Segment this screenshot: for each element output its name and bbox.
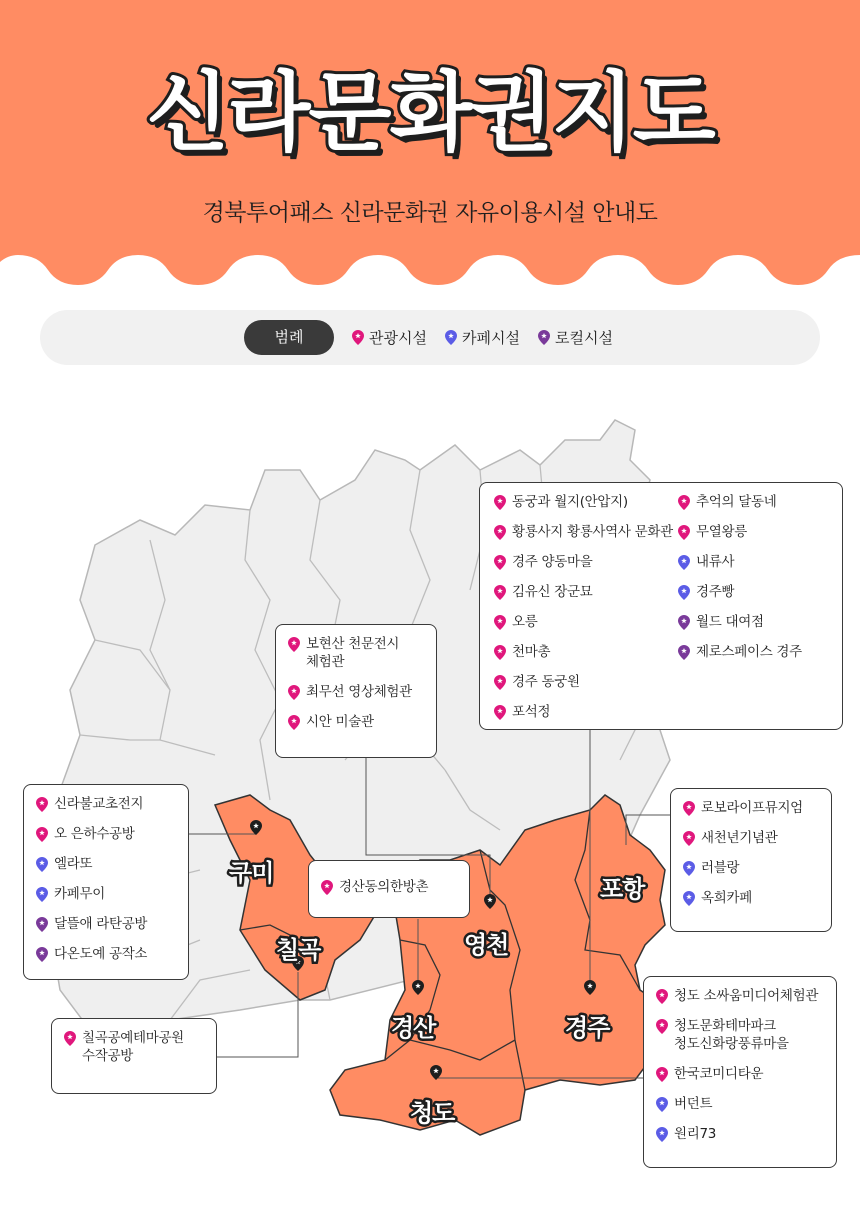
facility-item: [656, 1125, 824, 1143]
legend-item-label: 카페시설: [462, 329, 520, 347]
tour-pin-icon: [494, 645, 506, 660]
facility-label: 신라불교초전지: [54, 796, 144, 812]
facility-label: 로보라이프뮤지엄: [701, 800, 803, 816]
tour-pin-icon: [494, 615, 506, 630]
facility-item: [36, 945, 176, 963]
tour-pin-icon: [494, 555, 506, 570]
facility-item: [288, 683, 424, 701]
region-label-chilgok: 칠곡: [276, 936, 321, 964]
legend-item-tour: [352, 327, 427, 348]
legend-title: 범례: [244, 320, 334, 355]
cafe-pin-icon: [683, 891, 695, 906]
tour-pin-icon: [288, 637, 300, 652]
gyeongsan-facility-box: [308, 860, 470, 918]
facility-item: [36, 855, 176, 873]
facility-label: 카페무이: [54, 886, 105, 902]
facility-item: [494, 613, 673, 631]
facility-label: 다온도예 공작소: [54, 946, 148, 962]
tour-pin-icon: [494, 525, 506, 540]
tour-pin-icon: [494, 495, 506, 510]
facility-label: 보현산 천문전시 체험관: [306, 636, 400, 670]
cafe-pin-icon: [683, 861, 695, 876]
tour-pin-icon: [288, 685, 300, 700]
facility-item: [64, 1029, 204, 1065]
facility-item: [36, 915, 176, 933]
facility-label: 내류사: [696, 554, 735, 570]
tour-pin-icon: [683, 801, 695, 816]
cafe-pin-icon: [445, 330, 457, 345]
tour-pin-icon: [656, 1067, 668, 1082]
facility-label: 경주 동궁원: [512, 674, 580, 690]
facility-label: 옥희카페: [701, 890, 752, 906]
region-label-gumi: 구미: [229, 859, 274, 887]
facility-item: [36, 825, 176, 843]
facility-item: [656, 1095, 824, 1113]
cafe-pin-icon: [36, 887, 48, 902]
tour-pin-icon: [678, 495, 690, 510]
cafe-pin-icon: [656, 1127, 668, 1142]
facility-item: [321, 878, 457, 896]
facility-label: 오 은하수공방: [54, 826, 135, 842]
cafe-pin-icon: [678, 585, 690, 600]
facility-item: [288, 713, 424, 731]
facility-item: [494, 703, 673, 721]
facility-label: 청도문화테마파크 청도신화랑풍류마을: [674, 1018, 789, 1052]
local-pin-icon: [678, 615, 690, 630]
tour-pin-icon: [494, 675, 506, 690]
gumi-list: [36, 795, 176, 963]
cafe-pin-icon: [36, 857, 48, 872]
local-pin-icon: [36, 917, 48, 932]
gyeongsan-list: [321, 878, 457, 896]
facility-item: [678, 493, 802, 511]
tour-pin-icon: [352, 330, 364, 345]
facility-item: [288, 635, 424, 671]
facility-item: [683, 859, 819, 877]
legend-bar: [40, 310, 820, 365]
yeongcheon-facility-box: [275, 624, 437, 758]
local-pin-icon: [678, 645, 690, 660]
facility-label: 경산동의한방촌: [339, 879, 429, 895]
pohang-facility-box: [670, 788, 832, 932]
facility-label: 김유신 장군묘: [512, 584, 593, 600]
tour-pin-icon: [288, 715, 300, 730]
facility-label: 무열왕릉: [696, 524, 747, 540]
facility-label: 오릉: [512, 614, 538, 630]
facility-item: [494, 523, 673, 541]
facility-item: [36, 885, 176, 903]
facility-label: 추억의 달동네: [696, 494, 777, 510]
region-label-yeongcheon: 영천: [464, 931, 509, 959]
facility-label: 최무선 영상체험관: [306, 684, 412, 700]
local-pin-icon: [538, 330, 550, 345]
tour-pin-icon: [321, 880, 333, 895]
facility-item: [683, 889, 819, 907]
facility-item: [494, 643, 673, 661]
facility-label: 청도 소싸움미디어체험관: [674, 988, 819, 1004]
facility-item: [678, 523, 802, 541]
facility-label: 제로스페이스 경주: [696, 644, 802, 660]
tour-pin-icon: [64, 1031, 76, 1046]
tour-pin-icon: [36, 827, 48, 842]
facility-label: 달뜰애 라탄공방: [54, 916, 148, 932]
facility-label: 한국코미디타운: [674, 1066, 764, 1082]
legend-item-local: [538, 327, 613, 348]
facility-label: 새천년기념관: [701, 830, 778, 846]
facility-label: 시안 미술관: [306, 714, 374, 730]
tour-pin-icon: [683, 831, 695, 846]
page-subtitle: 경북투어패스 신라문화권 자유이용시설 안내도: [202, 200, 658, 226]
tour-pin-icon: [494, 585, 506, 600]
region-label-cheongdo: 청도: [410, 1099, 455, 1127]
cheongdo-list: [656, 987, 824, 1143]
facility-item: [494, 553, 673, 571]
gyeongju-facility-box: [479, 482, 843, 730]
facility-item: [678, 583, 802, 601]
chilgok-facility-box: [51, 1018, 217, 1094]
chilgok-list: [64, 1029, 204, 1065]
facility-item: [494, 493, 673, 511]
facility-item: [683, 829, 819, 847]
gumi-facility-box: [23, 784, 189, 980]
facility-item: [656, 1065, 824, 1083]
facility-item: [683, 799, 819, 817]
facility-item: [678, 613, 802, 631]
facility-item: [656, 987, 824, 1005]
legend-item-cafe: [445, 327, 520, 348]
facility-label: 포석정: [512, 704, 551, 720]
facility-label: 버던트: [674, 1096, 713, 1112]
tour-pin-icon: [36, 797, 48, 812]
tour-pin-icon: [494, 705, 506, 720]
facility-label: 천마총: [512, 644, 551, 660]
gyeongju-list-col1: [494, 493, 673, 721]
facility-label: 원리73: [674, 1126, 717, 1142]
cheongdo-facility-box: [643, 976, 837, 1168]
facility-item: [494, 583, 673, 601]
cafe-pin-icon: [656, 1097, 668, 1112]
tour-pin-icon: [678, 525, 690, 540]
header-banner: [0, 0, 860, 290]
legend-item-label: 로컬시설: [555, 329, 613, 347]
page-title: 신라문화권지도: [146, 63, 714, 163]
facility-item: [678, 643, 802, 661]
yeongcheon-list: [288, 635, 424, 731]
facility-label: 황룡사지 황룡사역사 문화관: [512, 524, 673, 540]
facility-label: 월드 대여점: [696, 614, 764, 630]
tour-pin-icon: [656, 989, 668, 1004]
facility-item: [36, 795, 176, 813]
gyeongju-list-col2: [678, 493, 802, 661]
facility-label: 경주빵: [696, 584, 735, 600]
region-label-pohang: 포항: [600, 875, 645, 903]
cafe-pin-icon: [678, 555, 690, 570]
tour-pin-icon: [656, 1019, 668, 1034]
region-label-gyeongju: 경주: [565, 1014, 610, 1042]
facility-label: 칠곡공예테마공원 수작공방: [82, 1030, 184, 1064]
facility-label: 러블랑: [701, 860, 740, 876]
region-label-gyeongsan: 경산: [391, 1014, 436, 1042]
pohang-list: [683, 799, 819, 907]
facility-item: [678, 553, 802, 571]
facility-item: [656, 1017, 824, 1053]
facility-item: [494, 673, 673, 691]
facility-label: 엘라또: [54, 856, 93, 872]
facility-label: 경주 양동마을: [512, 554, 593, 570]
legend-item-label: 관광시설: [369, 329, 427, 347]
facility-label: 동궁과 월지(안압지): [512, 494, 628, 510]
local-pin-icon: [36, 947, 48, 962]
